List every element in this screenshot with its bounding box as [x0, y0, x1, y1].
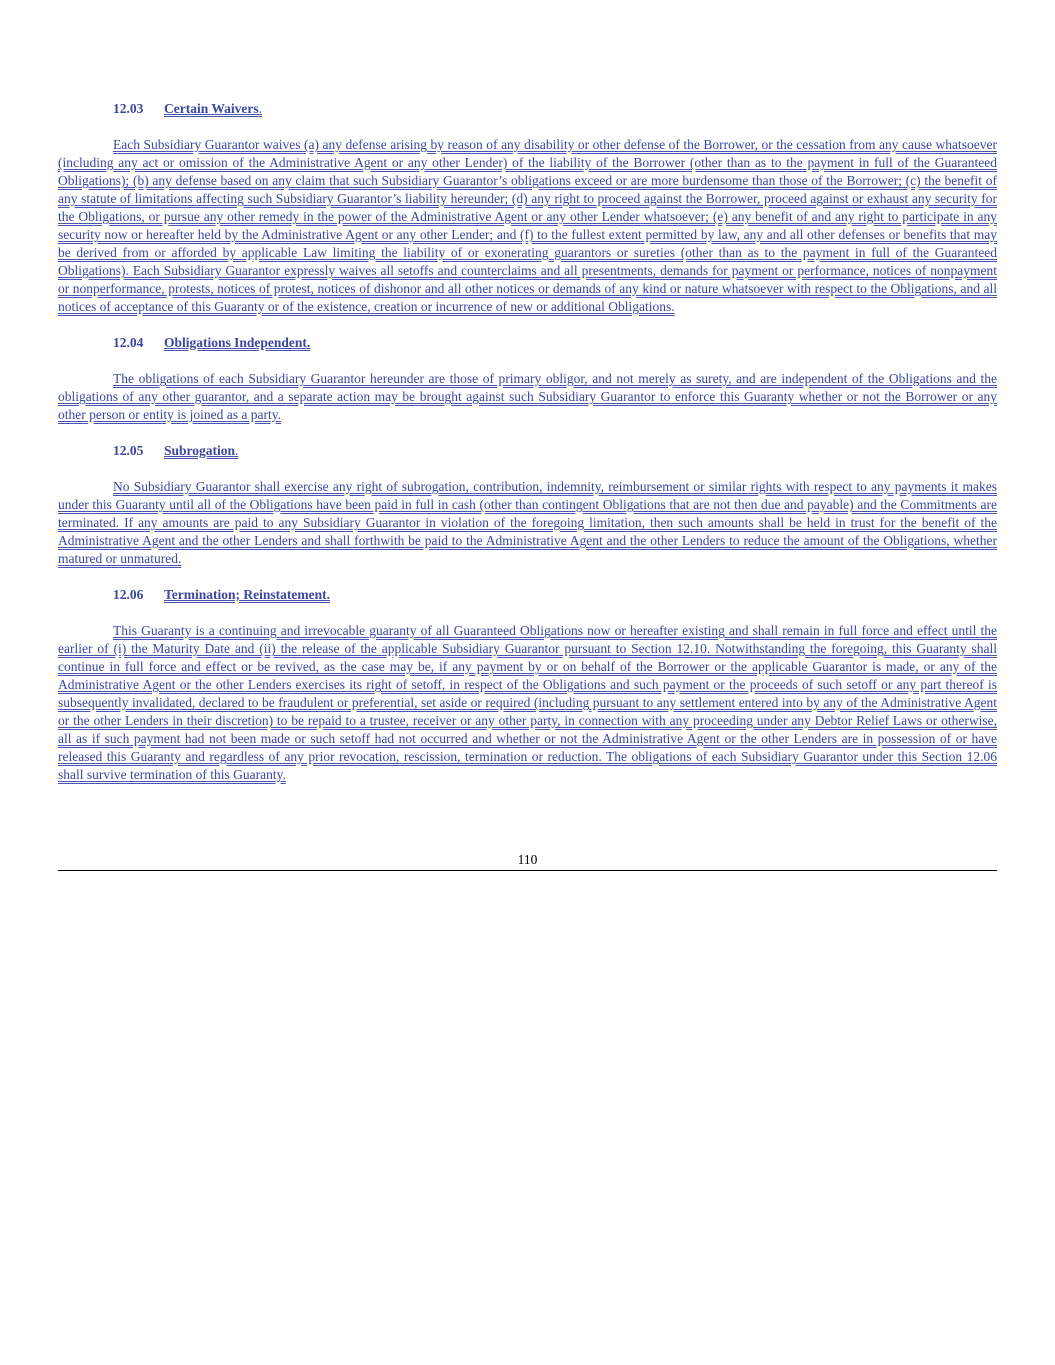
section-heading-12-06: [113, 586, 997, 604]
section-title-trail: .: [326, 587, 330, 602]
section-title-trail: .: [306, 335, 311, 350]
page-number: 110: [517, 852, 538, 867]
section-body-12-06: This Guaranty is a continuing and irrevocable guaranty of all Guaranteed Obligations now or hereafter existing and shall remain in full force and effect until the earlier of (i) the Maturity Date and (ii) the release of the applicable Subsidiary Guarantor pursuant to Section 12.10. Notwithstanding the foregoing, this Guaranty shall continue in full force and effect or be revived, as the case may be, if any payment by or on behalf of the Borrower or the applicable Guarantor is made, or any of the Administrative Agent or the other Lenders exercises its right of setoff, in respect of the Obligations and such payment or the proceeds of such setoff or any part thereof is subsequently invalidated, declared to be fraudulent or preferential, set aside or required (including pursuant to any settlement entered into by any of the Administrative Agent or the other Lenders in their discretion) to be repaid to a trustee, receiver or any other party, in connection with any proceeding under any Debtor Relief Laws or otherwise, all as if such payment had not been made or such setoff had not occurred and whether or not the Administrative Agent or the other Lenders are in possession of or have released this Guaranty and regardless of any prior revocation, rescission, termination or reduction. The obligations of each Subsidiary Guarantor under this Section 12.06 shall survive termination of this Guaranty.: [58, 623, 997, 782]
document-page: [58, 100, 997, 802]
section-number: 12.05: [113, 443, 144, 458]
section-title: Termination; Reinstatement: [164, 587, 327, 602]
footer-rule: [58, 870, 997, 871]
section-number: 12.06: [113, 587, 144, 602]
section-number: 12.03: [113, 101, 144, 116]
section-body-12-03: Each Subsidiary Guarantor waives (a) any defense arising by reason of any disability or other defense of the Borrower, or the cessation from any cause whatsoever (including any act or omission of the Administrative Agent or any other Lender) of the liability of the Borrower (other than as to the payment in full of the Guaranteed Obligations); (b) any defense based on any claim that such Subsidiary Guarantor’s obligations exceed or are more burdensome than those of the Borrower; (c) the benefit of any statute of limitations affecting such Subsidiary Guarantor’s liability hereunder; (d) any right to proceed against the Borrower, proceed against or exhaust any security for the Obligations, or pursue any other remedy in the power of the Administrative Agent or any other Lender whatsoever; (e) any benefit of and any right to participate in any security now or hereafter held by the Administrative Agent or any other Lender; and (f) to the fullest extent permitted by law, any and all other defenses or benefits that may be derived from or afforded by applicable Law limiting the liability of or exonerating guarantors or sureties (other than as to the payment in full of the Guaranteed Obligations). Each Subsidiary Guarantor expressly waives all setoffs and counterclaims and all presentments, demands for payment or performance, notices of nonpayment or nonperformance, protests, notices of protest, notices of dishonor and all other notices or demands of any kind or nature whatsoever with respect to the Obligations, and all notices of acceptance of this Guaranty or of the existence, creation or incurrence of new or additional Obligations.: [58, 137, 997, 314]
section-number: 12.04: [113, 335, 144, 350]
section-title-trail: .: [258, 101, 262, 116]
section-heading-12-03: [113, 100, 997, 118]
section-title: Certain Waivers: [164, 101, 259, 116]
section-title: Subrogation: [164, 443, 236, 458]
section-body-12-05: No Subsidiary Guarantor shall exercise any right of subrogation, contribution, indemnity, reimbursement or similar rights with respect to any payments it makes under this Guaranty until all of the Obligations have been paid in full in cash (other than contingent Obligations that are not then due and payable) and the Commitments are terminated. If any amounts are paid to any Subsidiary Guarantor in violation of the foregoing limitation, then such amounts shall be held in trust for the benefit of the Administrative Agent and the other Lenders and shall forthwith be paid to the Administrative Agent and the other Lenders to reduce the amount of the Obligations, whether matured or unmatured.: [58, 479, 997, 566]
section-title-trail: .: [235, 443, 239, 458]
section-heading-12-05: [113, 442, 997, 460]
section-heading-12-04: [113, 334, 997, 352]
section-title: Obligations Independent: [164, 335, 307, 350]
section-body-12-04: The obligations of each Subsidiary Guarantor hereunder are those of primary obligor, and not merely as surety, and are independent of the Obligations and the obligations of any other guarantor, and a separate action may be brought against such Subsidiary Guarantor to enforce this Guaranty whether or not the Borrower or any other person or entity is joined as a party.: [58, 371, 997, 422]
